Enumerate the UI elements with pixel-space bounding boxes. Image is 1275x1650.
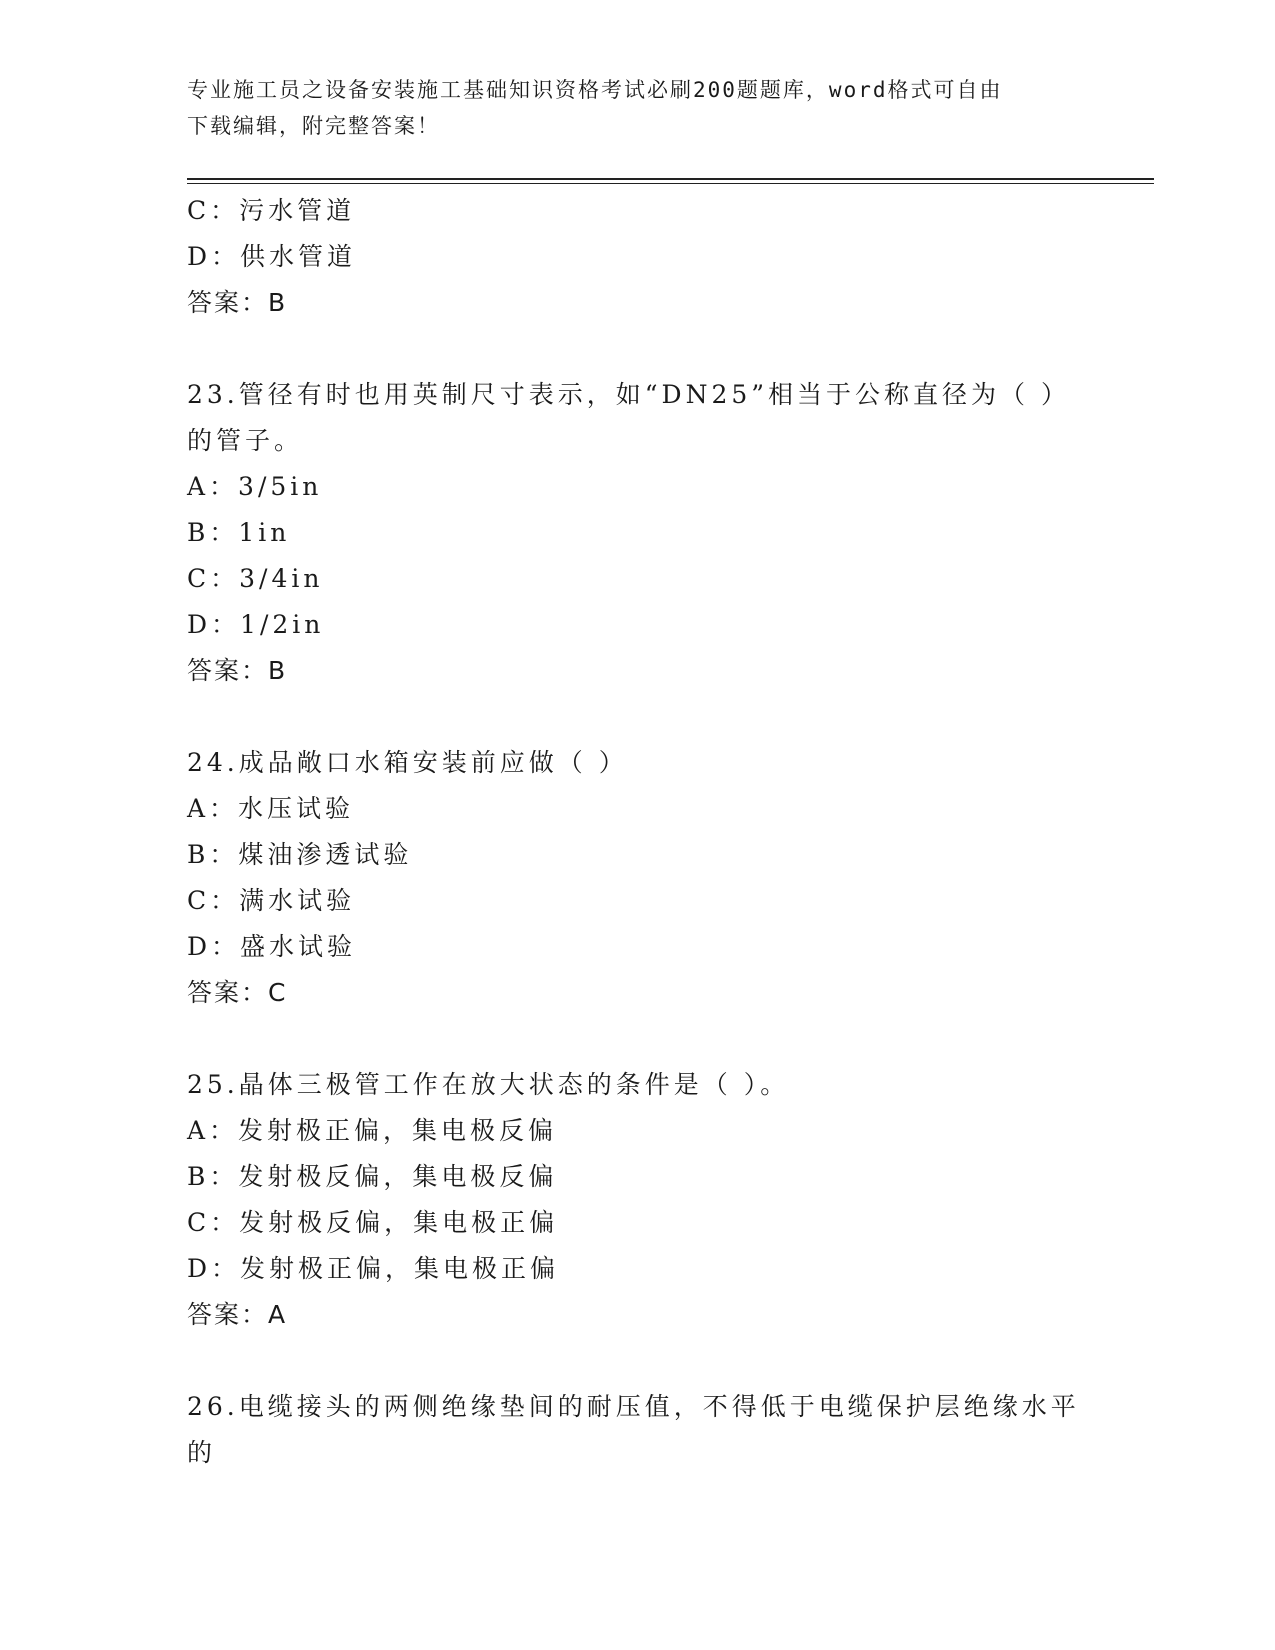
question-block-23 (187, 372, 1087, 694)
spacer (187, 1016, 1087, 1062)
option-d: D：发射极正偏，集电极正偏 (187, 1254, 560, 1283)
spacer (187, 694, 1087, 740)
spacer (187, 326, 1087, 372)
option-d: D：盛水试验 (187, 932, 357, 961)
question-stem-cont: 的 (187, 1438, 217, 1467)
option-a: A：3/5in (187, 472, 323, 501)
option-b: B：煤油渗透试验 (187, 840, 413, 869)
question-block-22 (187, 188, 1087, 326)
question-list (187, 188, 1087, 1476)
header-line-2: 下载编辑，附完整答案！ (187, 114, 440, 138)
option-a: A：发射极正偏，集电极反偏 (187, 1116, 558, 1145)
option-c: C：满水试验 (187, 886, 356, 915)
answer-line: 答案：B (187, 288, 288, 317)
question-stem: 25.晶体三极管工作在放大状态的条件是（ ）。 (187, 1070, 790, 1099)
document-header (187, 72, 1067, 144)
question-stem: 23.管径有时也用英制尺寸表示，如“DN25”相当于公称直径为（ ） (187, 380, 1070, 409)
option-d: D：1/2in (187, 610, 325, 639)
question-block-25 (187, 1062, 1087, 1338)
question-block-24 (187, 740, 1087, 1016)
answer-line: 答案：C (187, 978, 288, 1007)
option-c: C：污水管道 (187, 196, 356, 225)
question-stem: 24.成品敞口水箱安装前应做（ ） (187, 748, 628, 777)
header-line-1: 专业施工员之设备安装施工基础知识资格考试必刷200题题库，word格式可自由 (187, 78, 1003, 102)
option-b: B：1in (187, 518, 291, 547)
option-d: D：供水管道 (187, 242, 357, 271)
answer-line: 答案：B (187, 656, 288, 685)
answer-line: 答案：A (187, 1300, 288, 1329)
question-stem-cont: 的管子。 (187, 426, 304, 455)
header-divider-thin (187, 183, 1154, 184)
option-c: C：3/4in (187, 564, 324, 593)
question-stem: 26.电缆接头的两侧绝缘垫间的耐压值，不得低于电缆保护层绝缘水平 (187, 1392, 1080, 1421)
header-divider-thick (187, 178, 1154, 180)
option-c: C：发射极反偏，集电极正偏 (187, 1208, 559, 1237)
option-a: A：水压试验 (187, 794, 355, 823)
spacer (187, 1338, 1087, 1384)
option-b: B：发射极反偏，集电极反偏 (187, 1162, 558, 1191)
question-block-26 (187, 1384, 1087, 1476)
